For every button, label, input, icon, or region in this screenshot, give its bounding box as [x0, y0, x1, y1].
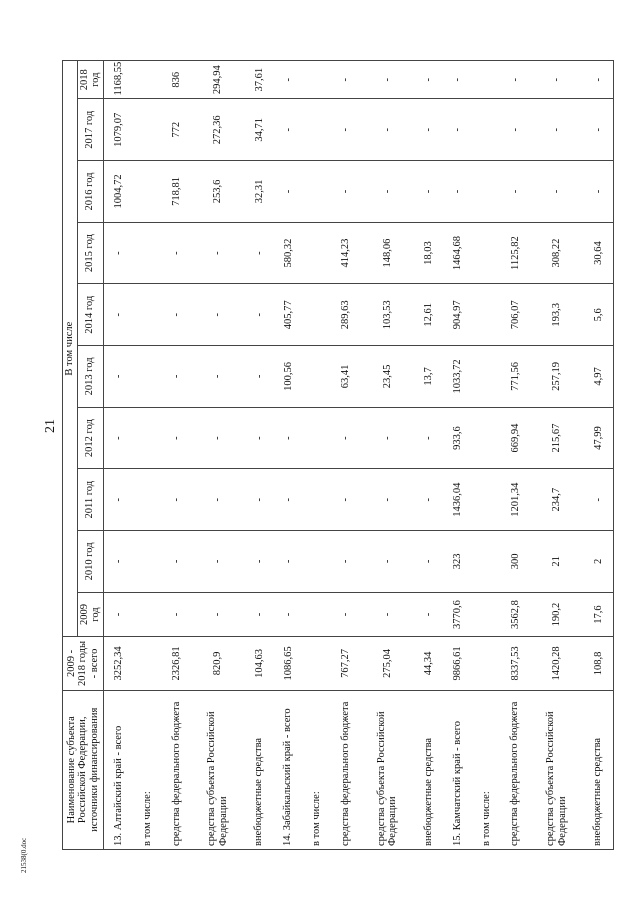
row-year-value — [303, 284, 332, 346]
row-year-value: 37,61 — [245, 61, 274, 99]
row-year-value: 3770,6 — [443, 592, 472, 637]
row-label: средства федерального бюджета — [162, 690, 191, 849]
table-row — [274, 61, 303, 850]
row-year-value: 190,2 — [530, 592, 584, 637]
row-label: в том числе: — [472, 690, 501, 849]
row-total-value: 1420,28 — [530, 637, 584, 690]
row-year-value: - — [274, 592, 303, 637]
page-number: 21 — [43, 419, 58, 433]
header-year-7: 2016 год — [77, 161, 103, 223]
header-year-6: 2015 год — [77, 222, 103, 284]
table-row — [191, 61, 245, 850]
header-year-8: 2017 год — [77, 99, 103, 161]
row-year-value: 3562,8 — [501, 592, 530, 637]
row-total-value — [133, 637, 162, 690]
row-label: средства субъекта Российской Федерации — [530, 690, 584, 849]
row-year-value: - — [162, 469, 191, 531]
row-year-value: 13,7 — [414, 346, 443, 408]
row-year-value — [303, 407, 332, 469]
row-year-value: - — [245, 469, 274, 531]
row-year-value: - — [360, 99, 414, 161]
row-year-value: - — [103, 346, 133, 408]
row-year-value: 836 — [162, 61, 191, 99]
row-year-value: - — [162, 592, 191, 637]
row-year-value: 1125,82 — [501, 222, 530, 284]
row-label: средства субъекта Российской Федерации — [360, 690, 414, 849]
row-label: средства субъекта Российской Федерации — [191, 690, 245, 849]
row-year-value: - — [583, 99, 613, 161]
row-year-value — [303, 61, 332, 99]
row-year-value: - — [443, 161, 472, 223]
row-year-value — [303, 346, 332, 408]
row-year-value — [472, 284, 501, 346]
row-year-value: - — [103, 407, 133, 469]
row-total-value: 767,27 — [331, 637, 360, 690]
row-year-value — [133, 61, 162, 99]
row-year-value: - — [162, 284, 191, 346]
row-year-value: - — [191, 469, 245, 531]
row-year-value: - — [360, 469, 414, 531]
row-year-value: - — [103, 222, 133, 284]
row-year-value: 771,56 — [501, 346, 530, 408]
row-year-value: 772 — [162, 99, 191, 161]
table-row — [133, 61, 162, 850]
row-year-value: - — [414, 592, 443, 637]
row-year-value: - — [191, 346, 245, 408]
row-year-value: 2 — [583, 531, 613, 593]
row-year-value: - — [414, 531, 443, 593]
row-label: внебюджетные средства — [414, 690, 443, 849]
row-total-value: 8337,53 — [501, 637, 530, 690]
row-year-value: - — [162, 407, 191, 469]
row-year-value — [133, 407, 162, 469]
row-year-value: 405,77 — [274, 284, 303, 346]
row-year-value: 308,22 — [530, 222, 584, 284]
row-year-value: - — [103, 469, 133, 531]
row-year-value: 1004,72 — [103, 161, 133, 223]
financing-table — [62, 60, 614, 850]
row-year-value: - — [103, 531, 133, 593]
header-year-0: 2009 год — [77, 592, 103, 637]
row-year-value: 323 — [443, 531, 472, 593]
row-year-value: 933,6 — [443, 407, 472, 469]
row-year-value: - — [443, 61, 472, 99]
row-year-value: - — [274, 531, 303, 593]
header-year-5: 2014 год — [77, 284, 103, 346]
row-year-value: - — [245, 592, 274, 637]
row-year-value — [303, 99, 332, 161]
row-year-value: 34,71 — [245, 99, 274, 161]
row-year-value: - — [162, 346, 191, 408]
row-year-value — [133, 346, 162, 408]
row-year-value: 148,06 — [360, 222, 414, 284]
header-total-column: 2009 - 2018 годы - всего — [63, 637, 104, 690]
header-year-2: 2011 год — [77, 469, 103, 531]
row-year-value: - — [414, 161, 443, 223]
row-total-value — [303, 637, 332, 690]
row-year-value — [472, 407, 501, 469]
row-year-value: 580,32 — [274, 222, 303, 284]
row-year-value: 103,53 — [360, 284, 414, 346]
row-year-value — [472, 222, 501, 284]
row-total-value: 820,9 — [191, 637, 245, 690]
header-year-3: 2012 год — [77, 407, 103, 469]
row-year-value: - — [501, 161, 530, 223]
row-total-value: 44,34 — [414, 637, 443, 690]
row-year-value: - — [245, 407, 274, 469]
row-year-value: - — [530, 61, 584, 99]
row-year-value — [303, 531, 332, 593]
row-year-value: - — [191, 531, 245, 593]
table-row — [162, 61, 191, 850]
table-row — [472, 61, 501, 850]
row-year-value: - — [103, 284, 133, 346]
document-code: 21538(0.doc — [20, 837, 28, 873]
row-year-value: 1436,04 — [443, 469, 472, 531]
row-year-value: 1464,68 — [443, 222, 472, 284]
row-year-value: - — [583, 469, 613, 531]
table-row — [360, 61, 414, 850]
row-year-value — [303, 469, 332, 531]
table-row — [103, 61, 133, 850]
row-year-value: 904,97 — [443, 284, 472, 346]
row-year-value: - — [583, 161, 613, 223]
row-total-value: 275,04 — [360, 637, 414, 690]
row-year-value: 1168,55 — [103, 61, 133, 99]
row-year-value — [472, 99, 501, 161]
row-year-value: - — [331, 469, 360, 531]
table-row — [443, 61, 472, 850]
row-year-value — [133, 531, 162, 593]
row-year-value: 706,07 — [501, 284, 530, 346]
row-year-value: - — [501, 61, 530, 99]
row-year-value: 294,94 — [191, 61, 245, 99]
row-year-value: 12,61 — [414, 284, 443, 346]
row-year-value: - — [443, 99, 472, 161]
row-year-value: - — [191, 222, 245, 284]
row-year-value — [472, 469, 501, 531]
row-year-value: 21 — [530, 531, 584, 593]
row-label: 15. Камчатский край - всего — [443, 690, 472, 849]
row-year-value: 215,67 — [530, 407, 584, 469]
table-row — [583, 61, 613, 850]
row-year-value: 47,99 — [583, 407, 613, 469]
row-year-value: 30,64 — [583, 222, 613, 284]
row-year-value: 23,45 — [360, 346, 414, 408]
row-year-value: - — [583, 61, 613, 99]
row-year-value: 253,6 — [191, 161, 245, 223]
row-year-value: 234,7 — [530, 469, 584, 531]
row-year-value: - — [245, 346, 274, 408]
row-year-value: - — [331, 531, 360, 593]
row-year-value: - — [274, 469, 303, 531]
row-label: в том числе: — [133, 690, 162, 849]
row-year-value: - — [191, 407, 245, 469]
row-year-value: - — [162, 222, 191, 284]
row-year-value: 300 — [501, 531, 530, 593]
row-label: 13. Алтайский край - всего — [103, 690, 133, 849]
row-year-value: - — [191, 284, 245, 346]
row-year-value: 718,81 — [162, 161, 191, 223]
row-year-value: - — [360, 61, 414, 99]
row-year-value — [472, 346, 501, 408]
row-year-value: - — [245, 222, 274, 284]
row-year-value — [133, 222, 162, 284]
row-year-value: - — [331, 407, 360, 469]
row-year-value: 32,31 — [245, 161, 274, 223]
row-total-value: 3252,34 — [103, 637, 133, 690]
row-year-value: 289,63 — [331, 284, 360, 346]
row-year-value: - — [414, 407, 443, 469]
row-year-value: - — [530, 161, 584, 223]
row-year-value — [133, 469, 162, 531]
row-year-value: - — [530, 99, 584, 161]
row-year-value: - — [414, 469, 443, 531]
row-year-value: 17,6 — [583, 592, 613, 637]
header-year-1: 2010 год — [77, 531, 103, 593]
table-row — [245, 61, 274, 850]
row-year-value: - — [274, 99, 303, 161]
row-year-value: 5,6 — [583, 284, 613, 346]
row-year-value: - — [274, 407, 303, 469]
header-year-4: 2013 год — [77, 346, 103, 408]
row-year-value: - — [331, 161, 360, 223]
row-year-value: 193,3 — [530, 284, 584, 346]
row-year-value: 1033,72 — [443, 346, 472, 408]
row-year-value: 414,23 — [331, 222, 360, 284]
row-label: внебюджетные средства — [583, 690, 613, 849]
row-year-value: - — [360, 407, 414, 469]
row-year-value: 100,56 — [274, 346, 303, 408]
row-total-value: 9866,61 — [443, 637, 472, 690]
row-year-value: - — [191, 592, 245, 637]
row-year-value: - — [360, 161, 414, 223]
row-year-value: - — [245, 531, 274, 593]
row-year-value — [133, 161, 162, 223]
row-year-value: - — [360, 592, 414, 637]
row-year-value: - — [501, 99, 530, 161]
row-year-value: - — [414, 61, 443, 99]
row-total-value: 1086,65 — [274, 637, 303, 690]
table-row — [303, 61, 332, 850]
row-year-value — [133, 592, 162, 637]
rotated-table-container — [62, 60, 614, 850]
row-year-value — [133, 99, 162, 161]
row-year-value: - — [103, 592, 133, 637]
row-year-value — [133, 284, 162, 346]
row-year-value: 669,94 — [501, 407, 530, 469]
row-year-value — [303, 592, 332, 637]
row-year-value: - — [274, 61, 303, 99]
row-year-value: - — [274, 161, 303, 223]
row-year-value — [303, 161, 332, 223]
row-year-value — [472, 531, 501, 593]
row-year-value: 4,97 — [583, 346, 613, 408]
row-total-value: 2326,81 — [162, 637, 191, 690]
row-year-value: - — [162, 531, 191, 593]
row-total-value: 108,8 — [583, 637, 613, 690]
header-year-9: 2018 год — [77, 61, 103, 99]
row-year-value: 1079,07 — [103, 99, 133, 161]
row-label: средства федерального бюджета — [331, 690, 360, 849]
row-year-value: 1201,34 — [501, 469, 530, 531]
header-name-column: Наименование субъекта Российской Федерации, источники финансирования — [63, 690, 104, 849]
row-year-value: 272,36 — [191, 99, 245, 161]
table-row — [530, 61, 584, 850]
row-year-value: - — [245, 284, 274, 346]
row-year-value — [303, 222, 332, 284]
row-year-value: - — [331, 99, 360, 161]
row-year-value: - — [414, 99, 443, 161]
row-total-value: 104,63 — [245, 637, 274, 690]
row-label: внебюджетные средства — [245, 690, 274, 849]
row-year-value — [472, 61, 501, 99]
header-group: В том числе — [63, 61, 78, 637]
row-year-value: 63,41 — [331, 346, 360, 408]
row-year-value — [472, 161, 501, 223]
row-year-value — [472, 592, 501, 637]
row-year-value: - — [331, 592, 360, 637]
row-label: средства федерального бюджета — [501, 690, 530, 849]
row-label: 14. Забайкальский край - всего — [274, 690, 303, 849]
table-row — [414, 61, 443, 850]
row-year-value: 257,19 — [530, 346, 584, 408]
row-total-value — [472, 637, 501, 690]
table-row — [331, 61, 360, 850]
row-label: в том числе: — [303, 690, 332, 849]
row-year-value: - — [360, 531, 414, 593]
row-year-value: - — [331, 61, 360, 99]
table-row — [501, 61, 530, 850]
row-year-value: 18,03 — [414, 222, 443, 284]
